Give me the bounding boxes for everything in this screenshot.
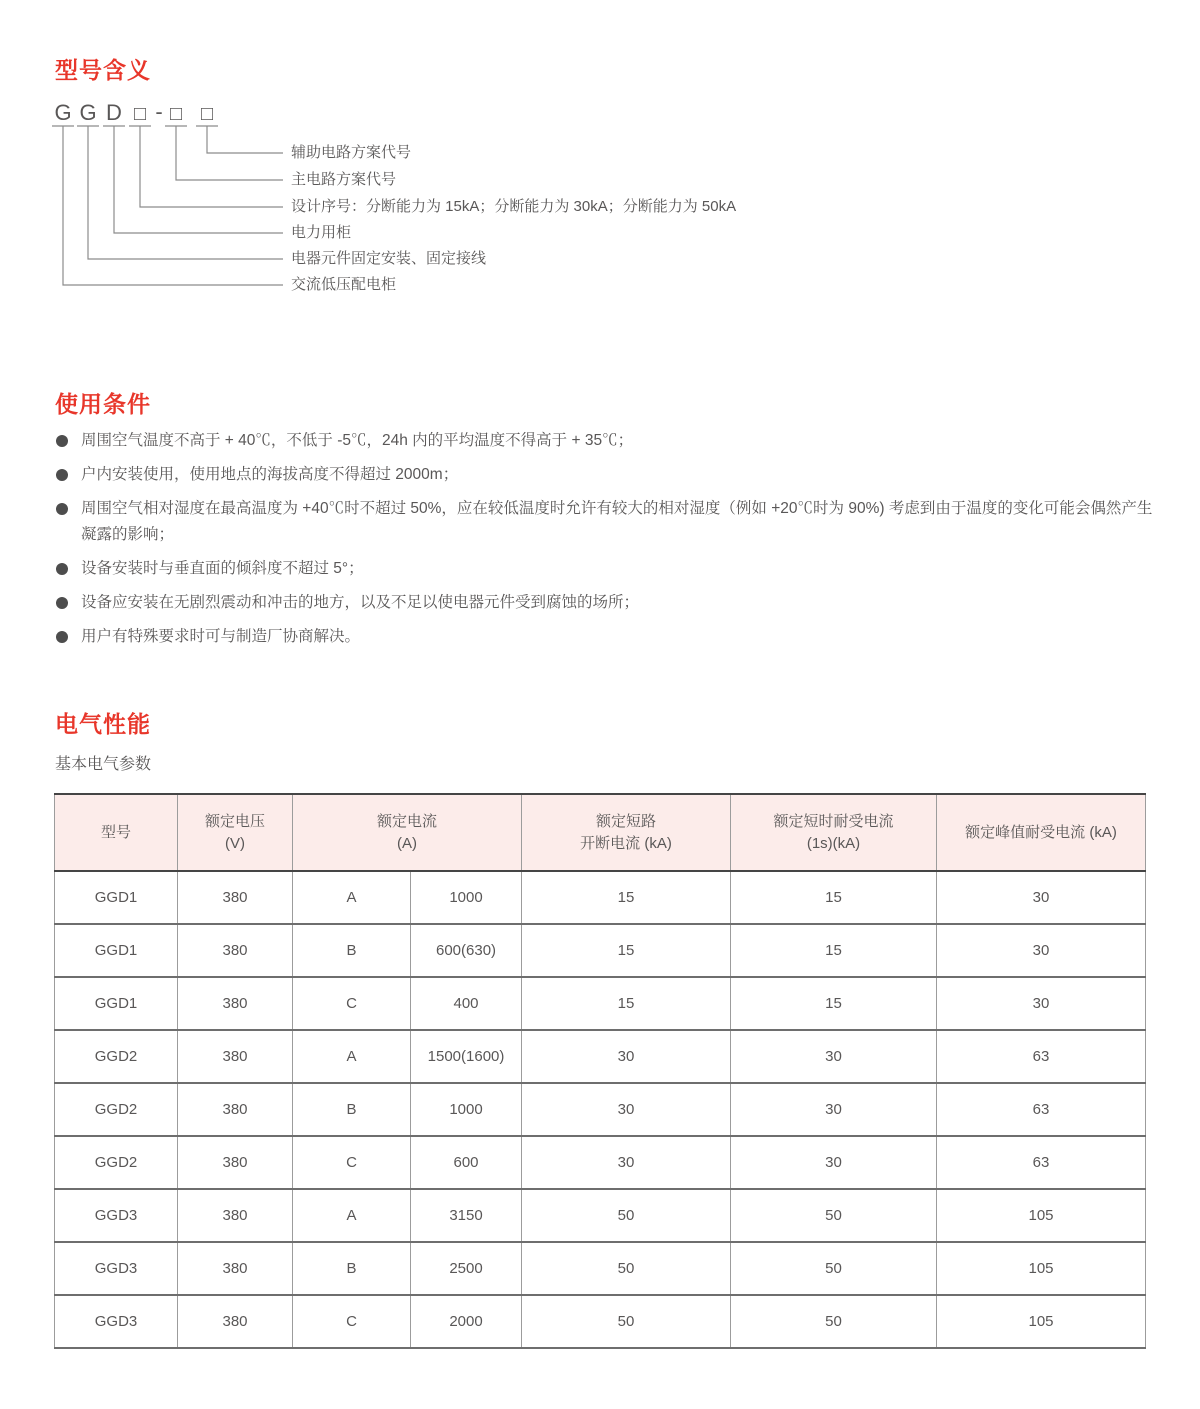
- model-symbol: D: [106, 100, 122, 125]
- table-cell: 1500(1600): [411, 1030, 522, 1083]
- list-item-text: 设备应安装在无剧烈震动和冲击的地方，以及不足以使电器元件受到腐蚀的场所；: [81, 594, 640, 611]
- header-sub-label: (V): [225, 834, 245, 852]
- table-cell: GGD2: [55, 1083, 178, 1136]
- model-symbol: G: [54, 100, 72, 125]
- parameters-table: [54, 793, 1146, 1349]
- table-cell: 63: [937, 1136, 1146, 1189]
- list-item-text: 户内安装使用，使用地点的海拔高度不得超过 2000m；: [81, 466, 459, 483]
- list-item: [55, 590, 1153, 616]
- list-item: [55, 462, 1153, 488]
- table-cell: A: [293, 1030, 411, 1083]
- table-cell: 15: [522, 924, 731, 977]
- diagram-label: 辅助电路方案代号: [291, 144, 412, 161]
- table-cell: 50: [522, 1189, 731, 1242]
- table-cell: 30: [522, 1083, 731, 1136]
- table-cell: 2000: [411, 1295, 522, 1348]
- table-cell: 3150: [411, 1189, 522, 1242]
- table-cell: 63: [937, 1083, 1146, 1136]
- table-cell: 380: [178, 924, 293, 977]
- table-cell: 63: [937, 1030, 1146, 1083]
- table-cell: B: [293, 924, 411, 977]
- table-cell: 15: [522, 871, 731, 924]
- table-cell: 50: [522, 1242, 731, 1295]
- connector-line: [88, 126, 283, 259]
- connector-line: [207, 126, 283, 153]
- section-title-electrical-performance: 电气性能: [55, 711, 151, 737]
- table-cell: 2500: [411, 1242, 522, 1295]
- model-symbol: □: [200, 103, 214, 125]
- table-header-cell: [937, 794, 1146, 871]
- table-cell: 380: [178, 1136, 293, 1189]
- table-header-row: [55, 794, 1146, 871]
- table-cell: GGD3: [55, 1242, 178, 1295]
- table-row: [55, 1083, 1146, 1136]
- model-symbol: G: [79, 100, 97, 125]
- model-code-diagram: [50, 95, 1170, 305]
- header-label: 型号: [100, 823, 131, 841]
- table-cell: GGD1: [55, 977, 178, 1030]
- table-cell: 30: [731, 1030, 937, 1083]
- table-cell: 105: [937, 1189, 1146, 1242]
- table-row: [55, 1242, 1146, 1295]
- table-cell: 50: [522, 1295, 731, 1348]
- diagram-label: 设计序号：分断能力为 15kA；分断能力为 30kA；分断能力为 50kA: [291, 198, 737, 215]
- header-sub-label: (A): [397, 834, 417, 852]
- table-cell: 380: [178, 1295, 293, 1348]
- table-cell: 15: [731, 871, 937, 924]
- table-cell: 1000: [411, 1083, 522, 1136]
- table-cell: 1000: [411, 871, 522, 924]
- list-item-text: 周围空气温度不高于 + 40℃，不低于 -5℃，24h 内的平均温度不得高于 + 35℃；: [81, 432, 634, 449]
- table-header-cell: [293, 794, 522, 871]
- table-cell: 30: [937, 977, 1146, 1030]
- table-cell: B: [293, 1083, 411, 1136]
- header-sub-label: (1s)(kA): [806, 834, 861, 852]
- table-cell: A: [293, 871, 411, 924]
- table-row: [55, 924, 1146, 977]
- bullet-icon: [56, 435, 68, 447]
- table-cell: 380: [178, 1083, 293, 1136]
- diagram-label: 电器元件固定安装、固定接线: [291, 250, 487, 267]
- table-cell: C: [293, 1295, 411, 1348]
- table-caption: 基本电气参数: [55, 756, 152, 773]
- list-item: [55, 624, 1153, 650]
- list-item-text: 周围空气相对湿度在最高温度为 +40℃时不超过 50%，应在较低温度时允许有较大的相对湿度（例如 +20℃时为 90%) 考虑到由于温度的变化可能会偶然产生凝露的影响；: [81, 500, 1153, 543]
- table-cell: 30: [522, 1030, 731, 1083]
- table-cell: 15: [731, 977, 937, 1030]
- table-header-cell: [522, 794, 731, 871]
- table-cell: 30: [731, 1083, 937, 1136]
- table-cell: 600: [411, 1136, 522, 1189]
- model-symbol: □: [169, 103, 183, 125]
- table-cell: 30: [937, 924, 1146, 977]
- list-item-text: 设备安装时与垂直面的倾斜度不超过 5°；: [81, 560, 364, 577]
- table-cell: 50: [731, 1189, 937, 1242]
- table-cell: GGD3: [55, 1295, 178, 1348]
- table-cell: 50: [731, 1242, 937, 1295]
- table-cell: GGD2: [55, 1030, 178, 1083]
- section-title-model-meaning: 型号含义: [55, 57, 151, 83]
- bullet-icon: [56, 597, 68, 609]
- table-cell: 380: [178, 1030, 293, 1083]
- table-cell: 50: [731, 1295, 937, 1348]
- table-cell: C: [293, 1136, 411, 1189]
- table-row: [55, 1136, 1146, 1189]
- table-header-cell: [55, 794, 178, 871]
- table-header-cell: [178, 794, 293, 871]
- table-cell: 30: [937, 871, 1146, 924]
- header-sub-label: 开断电流 (kA): [580, 834, 672, 852]
- table-header-cell: [731, 794, 937, 871]
- table-cell: 380: [178, 1242, 293, 1295]
- table-row: [55, 1030, 1146, 1083]
- table-cell: 600(630): [411, 924, 522, 977]
- model-symbol-dash: -: [155, 99, 163, 124]
- bullet-icon: [56, 469, 68, 481]
- table-cell: 30: [522, 1136, 731, 1189]
- list-item: [55, 556, 1153, 582]
- table-cell: 380: [178, 1189, 293, 1242]
- header-label: 额定短路: [596, 812, 657, 830]
- header-label: 额定电压: [204, 812, 265, 830]
- list-item-text: 用户有特殊要求时可与制造厂协商解决。: [81, 628, 361, 645]
- table-cell: 15: [522, 977, 731, 1030]
- table-cell: C: [293, 977, 411, 1030]
- table-cell: 400: [411, 977, 522, 1030]
- table-cell: GGD1: [55, 871, 178, 924]
- header-label: 额定电流: [377, 812, 438, 830]
- list-item: [55, 496, 1153, 548]
- table-cell: GGD3: [55, 1189, 178, 1242]
- model-symbol: □: [133, 103, 147, 125]
- connector-line: [140, 126, 283, 207]
- bullet-icon: [56, 631, 68, 643]
- diagram-label: 交流低压配电柜: [291, 276, 397, 293]
- bullet-icon: [56, 563, 68, 575]
- table-cell: 30: [731, 1136, 937, 1189]
- section-title-usage-conditions: 使用条件: [55, 391, 151, 417]
- diagram-label: 主电路方案代号: [291, 171, 397, 188]
- table-row: [55, 871, 1146, 924]
- diagram-label: 电力用柜: [291, 224, 352, 241]
- table-cell: 15: [731, 924, 937, 977]
- table-cell: 105: [937, 1242, 1146, 1295]
- table-row: [55, 977, 1146, 1030]
- table-cell: GGD2: [55, 1136, 178, 1189]
- table-row: [55, 1189, 1146, 1242]
- bullet-icon: [56, 503, 68, 515]
- header-label: 额定短时耐受电流: [773, 812, 894, 830]
- table-cell: GGD1: [55, 924, 178, 977]
- list-item: [55, 428, 1153, 454]
- connector-line: [63, 126, 283, 285]
- table-cell: 380: [178, 871, 293, 924]
- table-cell: 105: [937, 1295, 1146, 1348]
- header-label: 额定峰值耐受电流 (kA): [965, 823, 1117, 841]
- table-cell: A: [293, 1189, 411, 1242]
- table-row: [55, 1295, 1146, 1348]
- table-cell: B: [293, 1242, 411, 1295]
- usage-conditions-list: [55, 428, 1153, 658]
- table-cell: 380: [178, 977, 293, 1030]
